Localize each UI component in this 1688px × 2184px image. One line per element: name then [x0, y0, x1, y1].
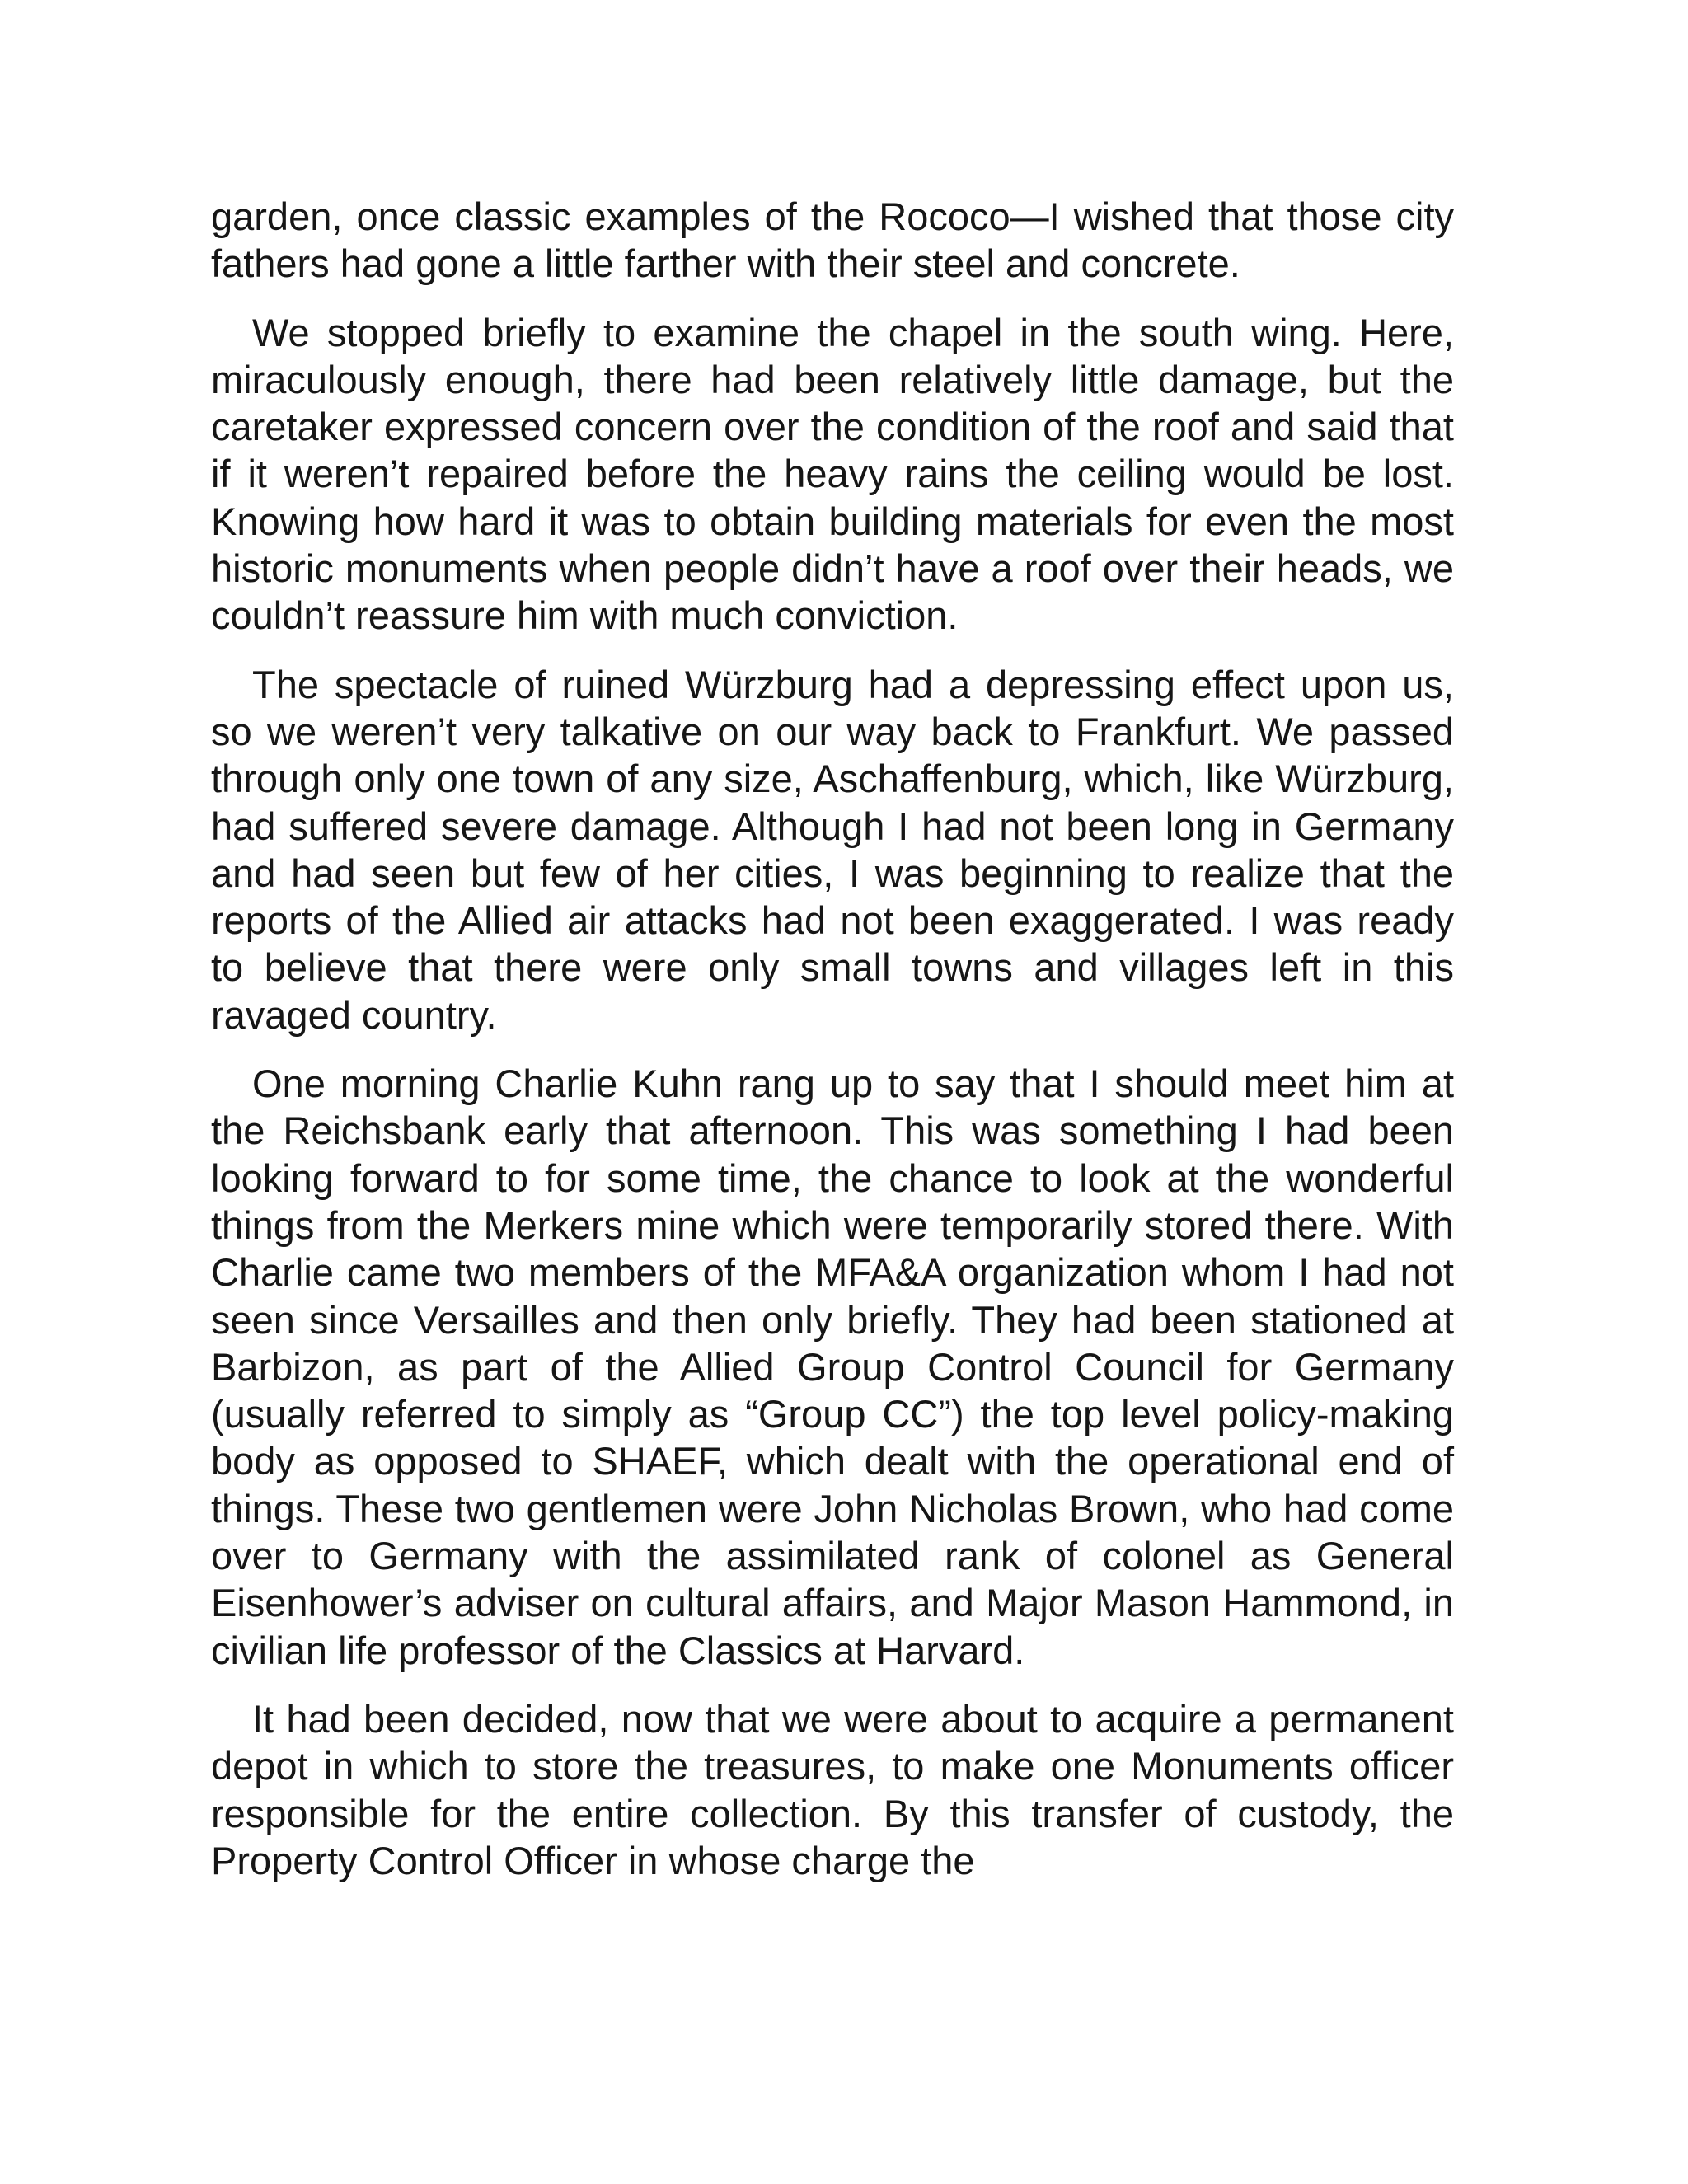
paragraph-1: garden, once classic examples of the Rococo—I wished that those city fathers had gone a little farther with their steel and concrete.	[211, 194, 1454, 286]
paragraph-4: One morning Charlie Kuhn rang up to say that I should meet him at the Reichsbank early that afternoon. This was something I had been looking forward to for some time, the chance to look at the wonderful things from the Merkers mine which were temporarily stored there. With Charlie came two members of the MFA&A organization whom I had not seen since Versailles and then only briefly. They had been stationed at Barbizon, as part of the Allied Group Control Council for Germany (usually referred to simply as “Group CC”) the top level policy-making body as opposed to SHAEF, which dealt with the operational end of things. These two gentlemen were John Nicholas Brown, who had come over to Germany with the assimilated rank of colonel as General Eisenhower’s adviser on cultural affairs, and Major Mason Hammond, in civilian life professor of the Classics at Harvard.	[211, 1062, 1454, 1672]
paragraph-3: The spectacle of ruined Würzburg had a depressing effect upon us, so we weren’t very talkative on our way back to Frankfurt. We passed through only one town of any size, Aschaffenburg, which, like Würzburg, had suffered severe damage. Although I had not been long in Germany and had seen but few of her cities, I was beginning to realize that the reports of the Allied air attacks had not been exaggerated. I was ready to believe that there were only small towns and villages left in this ravaged country.	[211, 662, 1454, 1037]
paragraph-5: It had been decided, now that we were about to acquire a permanent depot in which to store the treasures, to make one Monuments officer responsible for the entire collection. By this transfer of custody, the Property Control Officer in whose charge the	[211, 1696, 1454, 1882]
document-page	[211, 193, 1454, 1884]
paragraph-2: We stopped briefly to examine the chapel in the south wing. Here, miraculously enough, there had been relatively little damage, but the caretaker expressed concern over the condition of the roof and said that if it weren’t repaired before the heavy rains the ceiling would be lost. Knowing how hard it was to obtain building materials for even the most historic monuments when people didn’t have a roof over their heads, we couldn’t reassure him with much conviction.	[211, 310, 1454, 638]
